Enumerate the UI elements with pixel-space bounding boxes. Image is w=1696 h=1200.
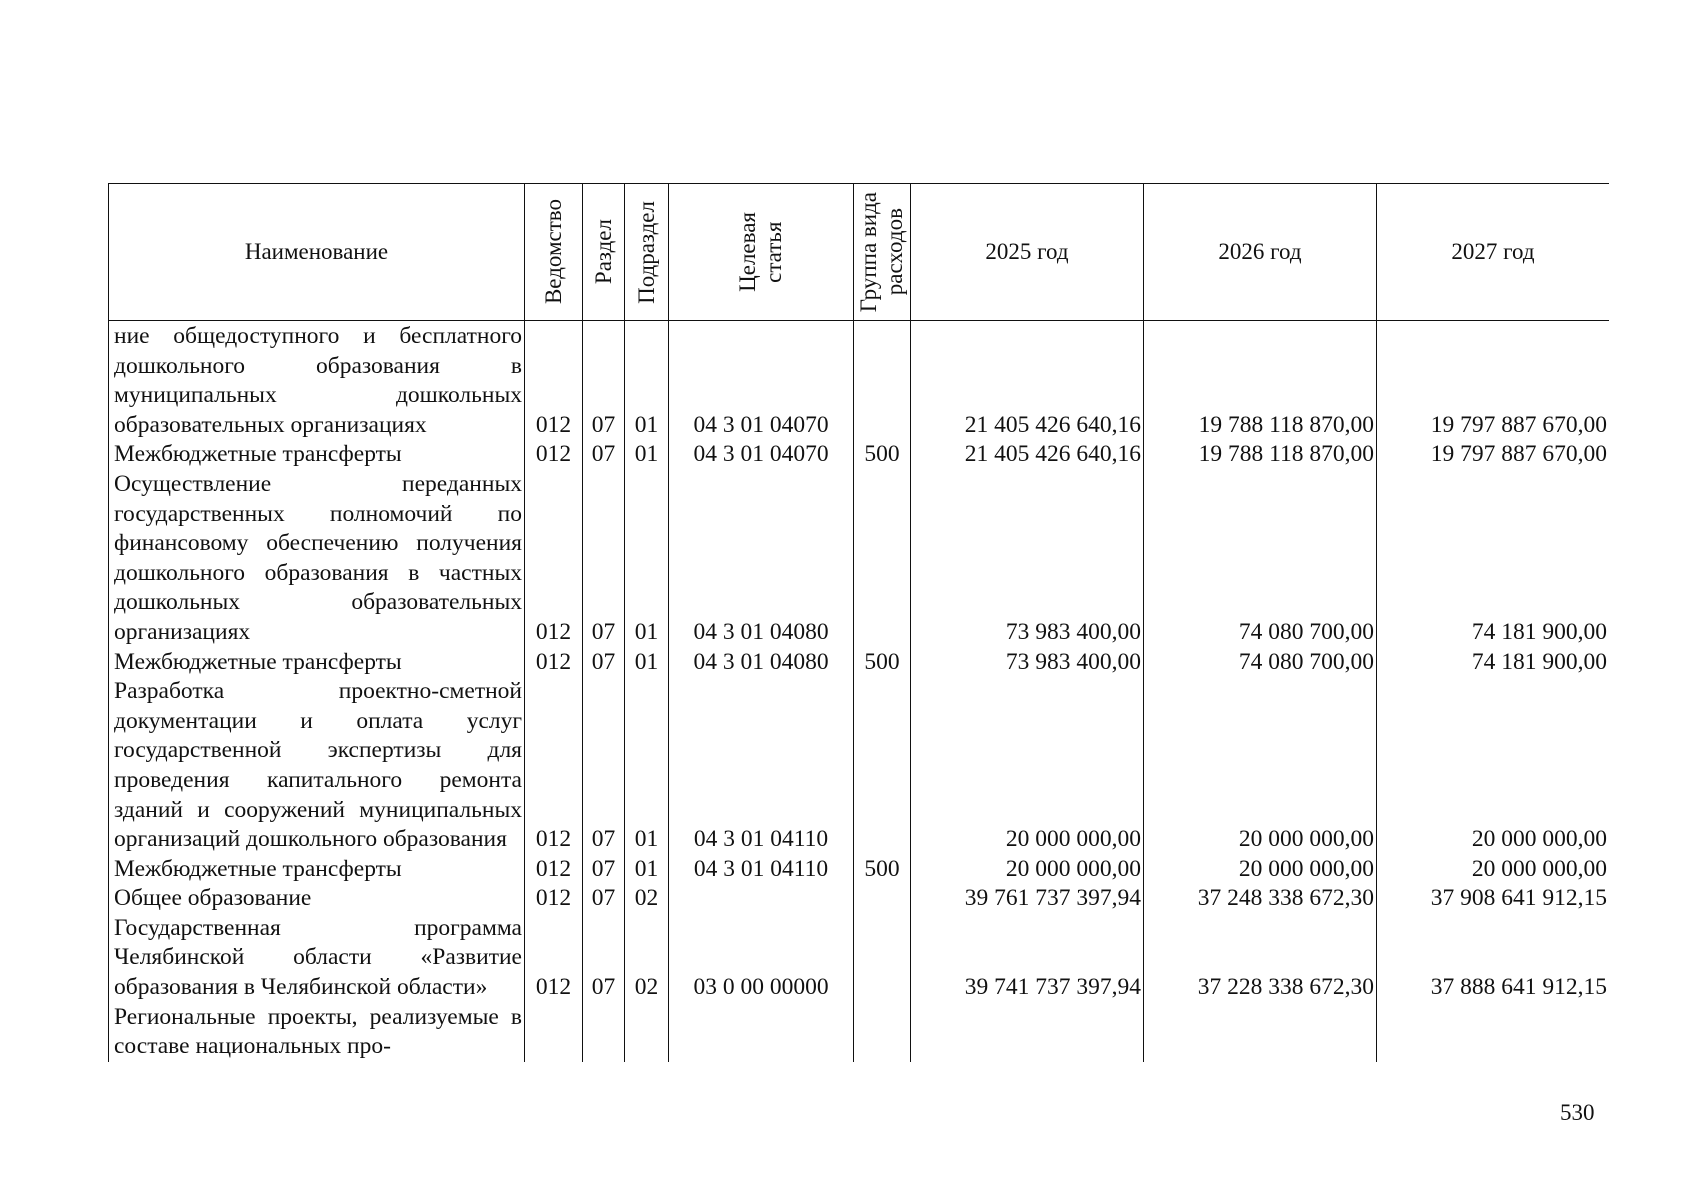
header-podrazdel-label: Подраздел	[633, 200, 659, 304]
header-gruppa-vida-label	[856, 192, 908, 312]
table-row	[109, 855, 1610, 885]
row-podrazdel: 01	[625, 855, 669, 885]
row-vedomstvo: 012	[525, 884, 583, 914]
row-celevaya: 04 3 01 04110	[669, 677, 854, 855]
header-gruppa-line2: расходов	[882, 208, 907, 296]
row-celevaya: 04 3 01 04080	[669, 470, 854, 648]
header-year-2026	[1144, 184, 1377, 321]
table-row	[109, 677, 1610, 855]
row-amount-2027: 19 797 887 670,00	[1377, 440, 1610, 470]
row-celevaya	[669, 1003, 854, 1062]
row-vedomstvo: 012	[525, 470, 583, 648]
row-podrazdel: 02	[625, 914, 669, 1003]
row-amount-2025: 39 741 737 397,94	[911, 914, 1144, 1003]
row-vedomstvo	[525, 1003, 583, 1062]
row-name: Региональные проекты, реализуемые в составе национальных про-	[109, 1003, 525, 1062]
row-podrazdel: 01	[625, 321, 669, 441]
row-gruppa: 500	[854, 440, 911, 470]
table-header	[109, 184, 1610, 321]
row-vedomstvo: 012	[525, 648, 583, 678]
header-celevaya-statya-label	[735, 212, 787, 292]
row-razdel: 07	[583, 677, 625, 855]
row-razdel: 07	[583, 914, 625, 1003]
row-amount-2026: 19 788 118 870,00	[1144, 321, 1377, 441]
row-podrazdel: 01	[625, 648, 669, 678]
row-name: Межбюджетные трансферты	[109, 648, 525, 678]
row-podrazdel: 01	[625, 440, 669, 470]
row-razdel	[583, 1003, 625, 1062]
header-vedomstvo-label: Ведомство	[540, 199, 566, 305]
row-celevaya: 04 3 01 04070	[669, 440, 854, 470]
row-name: Государственная программа Челябинской области «Развитие образования в Челябинской области»	[109, 914, 525, 1003]
row-gruppa	[854, 677, 911, 855]
header-razdel	[583, 184, 625, 321]
table-row	[109, 1003, 1610, 1062]
header-name-label: Наименование	[244, 239, 389, 265]
row-celevaya: 04 3 01 04110	[669, 855, 854, 885]
row-amount-2025: 21 405 426 640,16	[911, 321, 1144, 441]
row-amount-2027: 37 888 641 912,15	[1377, 914, 1610, 1003]
page-number: 530	[1560, 1100, 1595, 1125]
row-podrazdel	[625, 1003, 669, 1062]
row-amount-2026: 20 000 000,00	[1144, 855, 1377, 885]
row-gruppa: 500	[854, 648, 911, 678]
header-year-2027	[1377, 184, 1610, 321]
row-name: Осуществление переданных государственных полномочий по финансовому обеспечению получения дошкольного образования в частных дошкольных образовательных организациях	[109, 470, 525, 648]
row-razdel: 07	[583, 440, 625, 470]
row-amount-2026: 37 248 338 672,30	[1144, 884, 1377, 914]
row-gruppa	[854, 1003, 911, 1062]
row-amount-2027: 19 797 887 670,00	[1377, 321, 1610, 441]
row-amount-2025: 21 405 426 640,16	[911, 440, 1144, 470]
header-podrazdel	[625, 184, 669, 321]
row-razdel: 07	[583, 470, 625, 648]
row-name: Разработка проектно-сметной документации и оплата услуг государственной экспертизы для проведения капитального ремонта зданий и сооружений муниципальных организаций дошкольного образования	[109, 677, 525, 855]
header-celevaya-line1: Целевая	[735, 212, 760, 292]
row-amount-2027: 74 181 900,00	[1377, 648, 1610, 678]
row-amount-2025: 73 983 400,00	[911, 648, 1144, 678]
row-amount-2026: 19 788 118 870,00	[1144, 440, 1377, 470]
header-vedomstvo	[525, 184, 583, 321]
row-amount-2025	[911, 1003, 1144, 1062]
row-podrazdel: 01	[625, 470, 669, 648]
row-name: ние общедоступного и бесплатного дошкольного образования в муниципальных дошкольных образовательных организациях	[109, 321, 525, 441]
row-name: Общее образование	[109, 884, 525, 914]
table-row	[109, 470, 1610, 648]
header-celevaya-line2: статья	[761, 221, 786, 283]
row-celevaya: 03 0 00 00000	[669, 914, 854, 1003]
header-name	[109, 184, 525, 321]
row-amount-2025: 39 761 737 397,94	[911, 884, 1144, 914]
row-podrazdel: 01	[625, 677, 669, 855]
row-gruppa	[854, 470, 911, 648]
row-razdel: 07	[583, 884, 625, 914]
row-vedomstvo: 012	[525, 914, 583, 1003]
row-amount-2027: 74 181 900,00	[1377, 470, 1610, 648]
row-amount-2025: 20 000 000,00	[911, 855, 1144, 885]
row-vedomstvo: 012	[525, 440, 583, 470]
row-amount-2027: 37 908 641 912,15	[1377, 884, 1610, 914]
row-name: Межбюджетные трансферты	[109, 440, 525, 470]
row-amount-2026	[1144, 1003, 1377, 1062]
row-amount-2027	[1377, 1003, 1610, 1062]
header-celevaya-statya	[669, 184, 854, 321]
row-amount-2025: 73 983 400,00	[911, 470, 1144, 648]
header-gruppa-vida	[854, 184, 911, 321]
table-row	[109, 648, 1610, 678]
row-amount-2026: 37 228 338 672,30	[1144, 914, 1377, 1003]
row-amount-2026: 20 000 000,00	[1144, 677, 1377, 855]
header-year-2027-label: 2027 год	[1451, 239, 1535, 265]
row-amount-2026: 74 080 700,00	[1144, 648, 1377, 678]
row-gruppa: 500	[854, 855, 911, 885]
row-vedomstvo: 012	[525, 855, 583, 885]
row-celevaya	[669, 884, 854, 914]
row-gruppa	[854, 914, 911, 1003]
header-razdel-label: Раздел	[590, 219, 616, 285]
row-vedomstvo: 012	[525, 677, 583, 855]
row-gruppa	[854, 321, 911, 441]
table-row	[109, 321, 1610, 441]
row-vedomstvo: 012	[525, 321, 583, 441]
row-celevaya: 04 3 01 04070	[669, 321, 854, 441]
table-row	[109, 884, 1610, 914]
header-year-2025	[911, 184, 1144, 321]
row-razdel: 07	[583, 855, 625, 885]
row-razdel: 07	[583, 321, 625, 441]
budget-table	[108, 183, 1609, 1062]
table-row	[109, 914, 1610, 1003]
row-celevaya: 04 3 01 04080	[669, 648, 854, 678]
row-gruppa	[854, 884, 911, 914]
row-amount-2025: 20 000 000,00	[911, 677, 1144, 855]
budget-table-sheet	[108, 183, 1609, 1097]
header-gruppa-line1: Группа вида	[856, 191, 881, 313]
row-amount-2026: 74 080 700,00	[1144, 470, 1377, 648]
header-year-2025-label: 2025 год	[985, 239, 1069, 265]
row-amount-2027: 20 000 000,00	[1377, 855, 1610, 885]
header-year-2026-label: 2026 год	[1218, 239, 1302, 265]
row-razdel: 07	[583, 648, 625, 678]
row-podrazdel: 02	[625, 884, 669, 914]
table-row	[109, 440, 1610, 470]
row-amount-2027: 20 000 000,00	[1377, 677, 1610, 855]
table-body	[109, 321, 1610, 1062]
row-name: Межбюджетные трансферты	[109, 855, 525, 885]
